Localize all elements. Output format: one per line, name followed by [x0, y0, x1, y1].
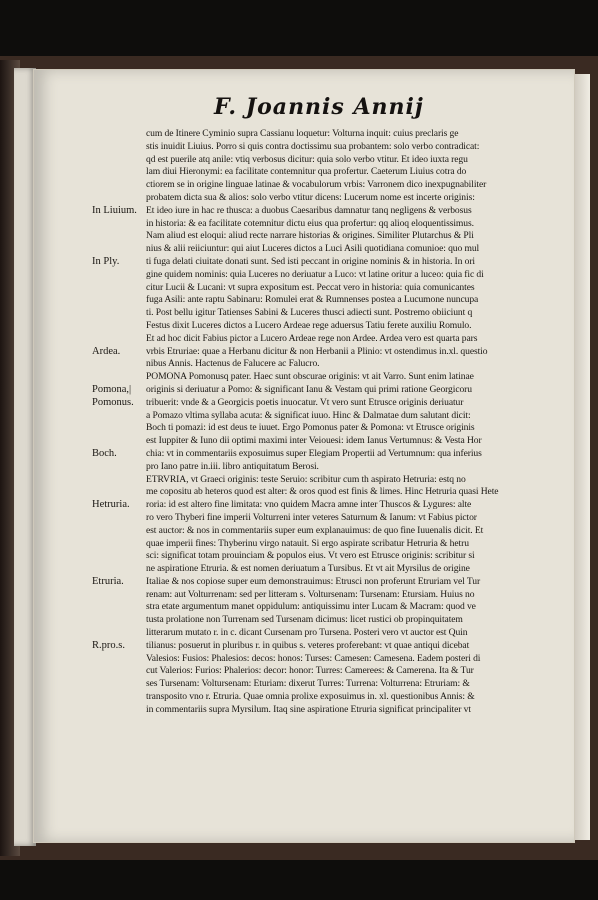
text-line: ti fuga delati ciuitate donati sunt. Sed isti peccant in origine nominis & in historia. In ori — [146, 255, 475, 267]
text-line: lam diui Hieronymi: ea facilitate contemnitur qua profertur. Caeterum Liuius cotra do — [146, 166, 467, 178]
text-line: citur Lucii & Lucani: vt supra expositum est. Peccat vero in historia: quia comunicantes — [146, 281, 475, 293]
text-line: est Iuppiter & Iuno dii optimi maximi inter Veiouesi: idem Ianus Vertumnus: & Vesta Hor — [146, 435, 482, 447]
text-line: Et ideo iure in hac re thusca: a duobus Caesaribus damnatur tanq negligens & verbosus — [146, 204, 472, 216]
text-line: stis inuidit Liuius. Porro si quis contra doctissimu sua probantem: solo verbo contradicat: — [146, 140, 480, 152]
text-line: transposito vno r. Etruria. Quae omnia prolixe exposuimus in. xl. questionibus Annis: & — [146, 691, 475, 703]
margin-note: Ardea. — [92, 345, 121, 357]
right-page-edges — [574, 74, 590, 840]
text-line: nibus Annis. Hactenus de Falucere ac Falucro. — [146, 358, 320, 370]
text-line: ctiorem se in origine linguae latinae & vocabulorum vrbis: Varronem dico inexpugnabiliter — [146, 179, 487, 191]
text-line: in historia: & ea facilitate cotemnitur dictu eius qua profertur: qq alioq eloquentissimus. — [146, 217, 474, 229]
text-line: litterarum mutato r. in c. dicant Cursenam pro Tursena. Posteri vero vt auctor est Quin — [146, 627, 468, 639]
text-line: renam: aut Volturrenam: sed per litteram s. Voltursenam: Tursenam: Etursiam. Huius no — [146, 588, 475, 600]
text-line: quae imperii fines: Thyberinu virgo natauit. Si ergo aspirate scribatur Hetruria & hetru — [146, 537, 469, 549]
text-line: originis si deriuatur a Pomo: & significant Ianu & Vestam qui primi ratione Georgicoru — [146, 383, 472, 395]
margin-note: Pomonus. — [92, 396, 134, 408]
text-line: Italiae & nos copiose super eum demonstrauimus: Etrusci non proferunt Etruriam vel Tur — [146, 575, 481, 587]
main-text-block — [146, 128, 571, 717]
text-line: in commentariis supra Myrsilum. Itaq sine aspiratione Etruria significat principaliter vt — [146, 703, 471, 715]
text-line: ne aspiratione Etruria. & est nomen deriuatum a Tursibus. Et vt ait Myrsilus de origine — [146, 563, 470, 575]
text-line: sci: significat totam prouinciam & populos eius. Vt vero est Etrusce originis: scribitur si — [146, 550, 475, 562]
text-line: roria: id est altero fine limitata: vno quidem Macra amne inter Thuscos & Lygures: alte — [146, 499, 472, 511]
margin-note: Hetruria. — [92, 499, 130, 511]
text-line: qd est puerile atq anile: vtiq verbosus dicitur: quia solo verbo vtitur. Et ideo iuxta regu — [146, 153, 468, 165]
text-line: chia: vt in commentariis exposuimus super Elegiam Propertii ad Vertumnum: qua inferius — [146, 447, 482, 459]
text-line: cut Valerios: Furios: Phalerios: decor: honor: Turres: Camerees: & Camerena. Ita & Tur — [146, 665, 474, 677]
margin-note: In Ply. — [92, 256, 120, 267]
text-line: ro vero Thyberi fine imperii Volturreni inter veteres Saturnum & Ianum: vt Fabius pictor — [146, 511, 477, 523]
margin-note: Pomona,| — [92, 384, 132, 395]
text-line: gine quidem nominis: quia Luceres no deriuatur a Luco: vt latine oritur a luceo: quia fic di — [146, 268, 484, 280]
text-line: pro Iano patre in.iii. libro antiquitatum Berosi. — [146, 460, 319, 472]
text-line: nius & alii reiiciuntur: qui aiut Luceres dictos a Luci Asili quotidiana comunioe: quo mul — [146, 243, 480, 255]
left-page-edge — [14, 68, 36, 846]
text-line: Et ad hoc dicit Fabius pictor a Lucero Ardeae rege non Ardee. Ardea vero est quarta pars — [146, 332, 478, 344]
text-line: vrbis Etruriae: quae a Herbanu dicitur & non Herbanii a Plinio: vt ostendimus in.xl. questio — [146, 345, 488, 357]
running-title: F. Joannis Annij — [214, 94, 424, 120]
text-line: a Pomazo vltima syllaba acuta: & significat iuuo. Hinc & Dalmatae dum salutant dicit: — [146, 409, 471, 421]
text-line: cum de Itinere Cyminio supra Cassianu loquetur: Volturna inquit: cuius preclaris ge — [146, 128, 459, 139]
margin-note: Boch. — [92, 448, 117, 459]
text-line: Boch ti pomazi: id est deus te iuuet. Ergo Pomonus pater & Pomona: vt Etrusce originis — [146, 422, 475, 434]
text-line: ses Tursenam: Voltursenam: Eturiam: dixerut Turres: Turrena: Volturrena: Etruriam: & — [146, 678, 470, 690]
text-line: probatem dicta sua & alios: solo verbo vtitur dicens: Lucerum nome est incerte originis: — [146, 191, 475, 203]
text-line: ETRVRIA, vt Graeci originis: teste Seruio: scribitur cum th aspirato Hetruria: estq no — [146, 473, 466, 485]
text-line: ti. Post bellu igitur Tatienses Sabini & Luceres thusci adiecti sunt. Postremo obiiciunt q — [146, 307, 473, 319]
text-line: POMONA Pomonusq pater. Haec sunt obscurae originis: vt ait Varro. Sunt enim latinae — [146, 371, 474, 383]
book-page — [34, 70, 574, 842]
text-line: Nam aliud est eloqui: aliud recte narrare historias & origines. Similiter Plutarchus & Pli — [146, 230, 474, 242]
margin-note: R.pro.s. — [92, 640, 125, 651]
text-line: tribuerit: vnde & a Georgicis poetis inuocatur. Vt vero sunt Etrusce originis deriuatur — [146, 396, 464, 408]
text-line: me copositu ab heteros quod est alter: & oros quod est finis & limes. Hinc Hetruria quasi Hete — [146, 486, 499, 498]
text-line: tusta prolatione non Turrenam sed Tursenam dicimus: licet rustici ob propinquitatem — [146, 614, 463, 626]
margin-note: Etruria. — [92, 576, 124, 587]
text-line: Valesios: Fusios: Phalesios: decos: honos: Turses: Camesen: Camesena. Eadem posteri di — [146, 652, 481, 664]
text-line: Festus dixit Luceres dictos a Lucero Ardeae rege aduersus Tatiu ferete auxiliu Romulo. — [146, 319, 472, 331]
margin-note: In Liuium. — [92, 204, 137, 216]
text-line: tilianus: posuerut in pluribus r. in quibus s. veteres proferebant: vt quae antiqui dicebat — [146, 639, 470, 651]
text-line: fuga Asili: ante raptu Sabinaru: Romulei erat & Rumnenses postea a Lucumone nuncupa — [146, 294, 479, 306]
text-line: stra etate argumentum manet oppidulum: antiquissimu inter Lucam & Macram: quod ve — [146, 601, 476, 613]
text-line: est auctor: & nos in commentariis super eum explanauimus: de quo fine Iuuenalis dicit. Et — [146, 524, 484, 536]
